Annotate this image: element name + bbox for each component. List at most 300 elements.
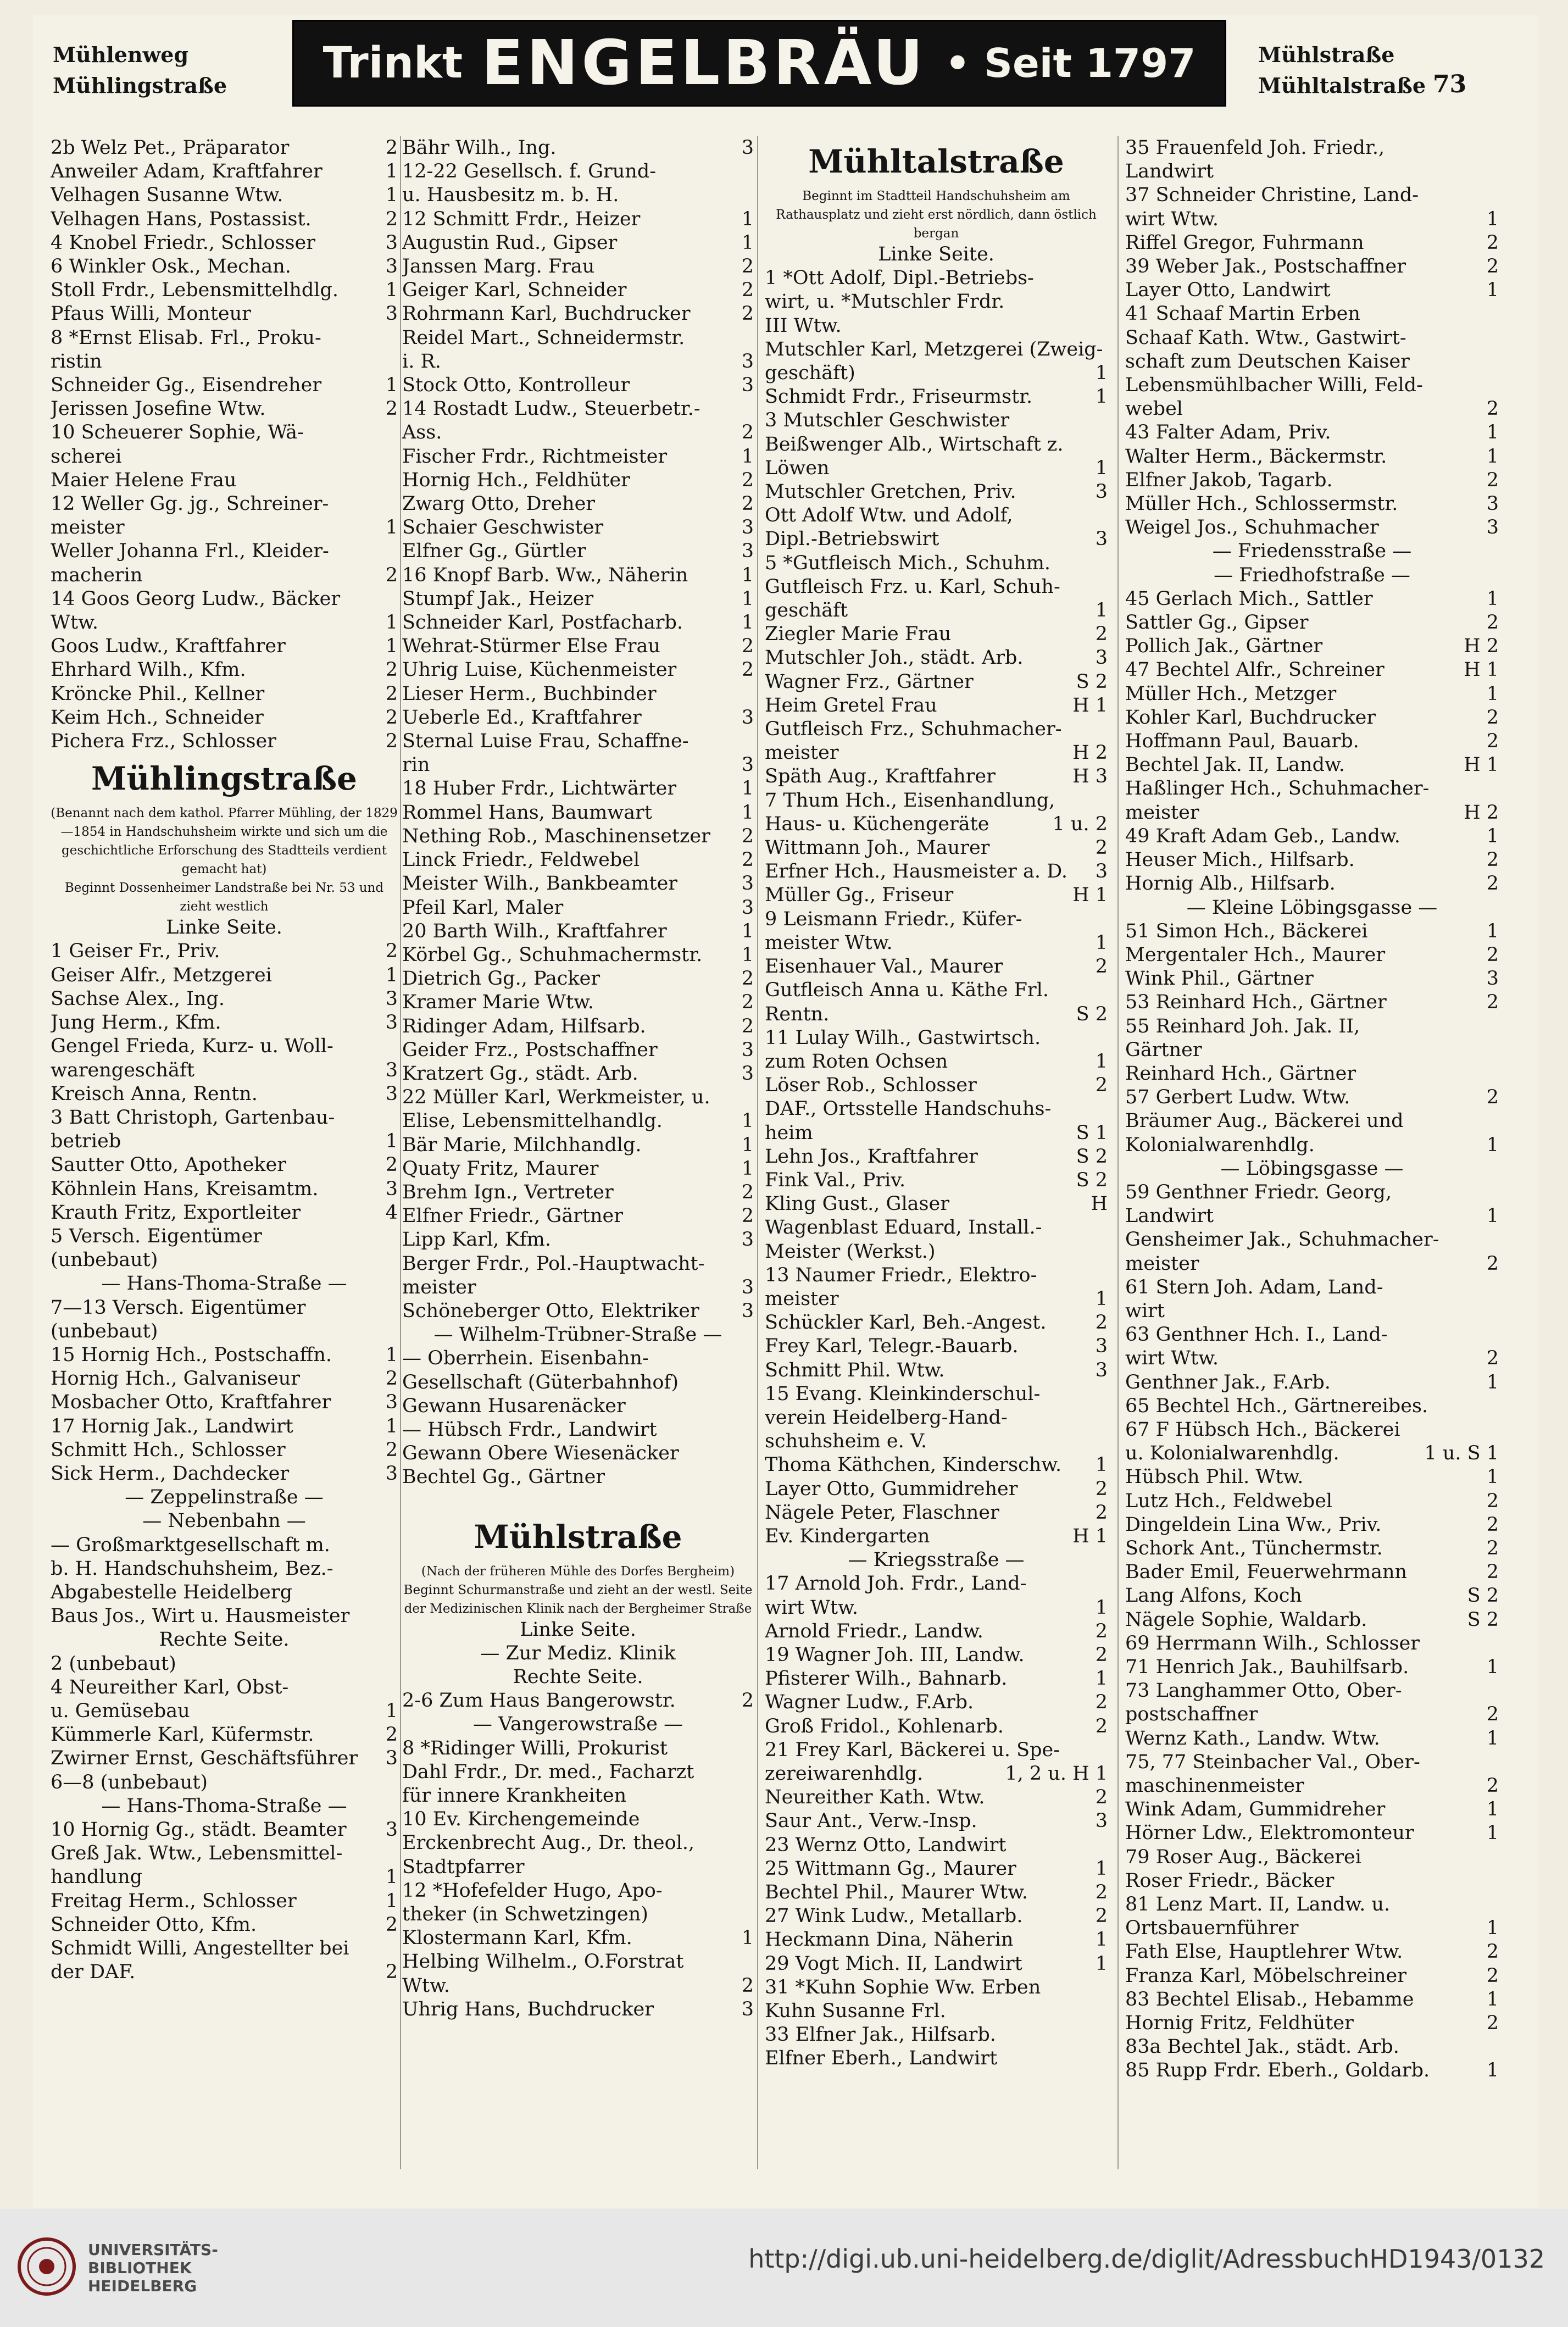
entry-text: heim — [765, 1121, 813, 1144]
entry-floor: 3 — [385, 1012, 398, 1034]
entry-text: Jerissen Josefine Wtw. — [51, 398, 266, 420]
directory-entry — [51, 940, 398, 963]
directory-entry — [51, 1604, 398, 1628]
street-heading: Mühlingstraße — [91, 760, 357, 798]
directory-entry — [51, 1747, 398, 1770]
directory-entry — [765, 741, 1108, 765]
entry-text: Helbing Wilhelm., O.Forstrat — [402, 1951, 684, 1973]
directory-entry — [51, 1320, 398, 1343]
entry-text: Roser Friedr., Bäcker — [1125, 1869, 1335, 1892]
entry-text: Gutfleisch Frz., Schuhmacher- — [765, 718, 1062, 741]
entry-floor: 3 — [385, 1178, 398, 1200]
entry-text: Stock Otto, Kontrolleur — [402, 374, 630, 397]
entry-text: 5 *Gutfleisch Mich., Schuhm. — [765, 552, 1051, 574]
entry-text: Gutfleisch Frz. u. Karl, Schuh- — [765, 575, 1060, 598]
entry-text: 17 Arnold Joh. Frdr., Land- — [765, 1573, 1027, 1595]
entry-text: Kuhn Susanne Frl. — [765, 2000, 946, 2023]
entry-floor: 1 — [741, 920, 754, 942]
entry-floor: 1 — [1095, 1596, 1108, 1619]
entry-text: Kröncke Phil., Kellner — [51, 682, 265, 705]
entry-text: Ueberle Ed., Kraftfahrer — [402, 706, 642, 729]
directory-entry — [402, 1134, 754, 1157]
directory-entry — [1125, 1109, 1499, 1133]
entry-text: 10 Ev. Kirchengemeinde — [402, 1808, 640, 1831]
directory-entry — [1125, 1442, 1499, 1465]
directory-entry — [402, 279, 754, 302]
directory-entry — [1125, 1465, 1499, 1489]
entry-floor: 1 — [385, 1890, 398, 1912]
section-label: — Löbingsgasse — — [1220, 1157, 1404, 1180]
directory-entry — [402, 1252, 754, 1276]
entry-text: Reinhard Hch., Gärtner — [1125, 1062, 1356, 1085]
entry-text: 12 Schmitt Frdr., Heizer — [402, 208, 641, 230]
university-seal-icon — [16, 2236, 77, 2297]
page-number: 73 — [1433, 70, 1467, 98]
directory-entry — [402, 350, 754, 374]
directory-entry — [1125, 730, 1499, 753]
directory-entry — [51, 540, 398, 563]
entry-text: Kreisch Anna, Rentn. — [51, 1082, 258, 1105]
entry-floor: 3 — [741, 374, 754, 397]
entry-text: Saur Ant., Verw.-Insp. — [765, 1810, 977, 1832]
directory-entry — [1125, 1608, 1499, 1632]
directory-entry — [51, 136, 398, 160]
entry-floor: 3 — [1486, 493, 1499, 515]
entry-floor: 1 — [385, 612, 398, 634]
entry-text: 85 Rupp Frdr. Eberh., Goldarb. — [1125, 2059, 1430, 2082]
entry-floor: 1 — [1095, 457, 1108, 479]
directory-entry — [402, 1086, 754, 1109]
directory-entry — [402, 991, 754, 1014]
entry-text: Pfeil Karl, Maler — [402, 896, 564, 919]
library-name-line: UNIVERSITÄTS- — [88, 2241, 218, 2259]
entry-floor: 2 — [1486, 1775, 1499, 1797]
entry-text: 13 Naumer Friedr., Elektro- — [765, 1264, 1037, 1286]
entry-floor: 2 — [741, 421, 754, 444]
directory-entry — [1125, 1323, 1499, 1347]
entry-text: Lutz Hch., Feldwebel — [1125, 1490, 1333, 1512]
entry-text: Köhnlein Hans, Kreisamtm. — [51, 1178, 319, 1200]
entry-floor: 1 — [1486, 1466, 1499, 1489]
directory-entry — [765, 599, 1108, 623]
directory-entry — [765, 266, 1108, 290]
entry-floor: 1 — [1486, 920, 1499, 942]
directory-entry — [51, 611, 398, 635]
entry-floor: 2 — [1095, 1643, 1108, 1666]
entry-text: Meister Wilh., Bankbeamter — [402, 873, 678, 895]
directory-entry — [765, 1430, 1108, 1453]
directory-entry — [51, 1035, 398, 1058]
entry-text: scherei — [51, 445, 122, 468]
entry-text: Frey Karl, Telegr.-Bauarb. — [765, 1335, 1019, 1358]
entry-floor: 2 — [1486, 1561, 1499, 1584]
directory-entry — [1125, 160, 1499, 184]
entry-text: i. R. — [402, 350, 441, 373]
entry-text: Groß Fridol., Kohlenarb. — [765, 1715, 1004, 1737]
section-label: Linke Seite. — [166, 917, 282, 939]
directory-entry — [51, 1961, 398, 1984]
directory-entry — [402, 326, 754, 350]
entry-floor: 2 — [1486, 2012, 1499, 2035]
directory-entry — [51, 1130, 398, 1153]
directory-entry — [1125, 753, 1499, 777]
directory-entry — [51, 1106, 398, 1130]
entry-floor: 2 — [1095, 956, 1108, 978]
directory-entry — [1125, 1015, 1499, 1038]
entry-floor: 1 — [741, 1110, 754, 1132]
section-label: — Friedhofstraße — — [1214, 564, 1410, 586]
entry-text: Körbel Gg., Schuhmachermstr. — [402, 943, 703, 966]
entry-floor: H 1 — [1072, 694, 1108, 717]
entry-text: Eisenhauer Val., Maurer — [765, 956, 1003, 978]
directory-entry — [765, 1596, 1108, 1620]
entry-floor: 1 — [741, 1157, 754, 1180]
directory-entry — [1125, 2059, 1499, 2082]
entry-text: 15 Evang. Kleinkinderschul- — [765, 1382, 1041, 1405]
entry-floor: 2 — [385, 940, 398, 963]
entry-floor: H 1 — [1464, 659, 1499, 681]
entry-floor: 2 — [385, 1439, 398, 1461]
directory-entry — [402, 1760, 754, 1784]
entry-floor: 3 — [385, 987, 398, 1010]
section-label: Linke Seite. — [520, 1618, 636, 1641]
directory-entry — [402, 469, 754, 492]
directory-entry — [402, 160, 754, 184]
directory-entry — [1125, 2012, 1499, 2035]
entry-text: Hornig Hch., Galvaniseur — [51, 1368, 300, 1390]
entry-text: Kümmerle Karl, Küfermstr. — [51, 1724, 314, 1746]
entry-floor: 2 — [385, 1913, 398, 1936]
entry-text: handlung — [51, 1866, 143, 1889]
header-right — [1258, 40, 1426, 101]
entry-text: Wagenblast Eduard, Install.- — [765, 1217, 1042, 1239]
entry-text: Walter Herm., Bäckermstr. — [1125, 445, 1387, 468]
entry-text: Elfner Friedr., Gärtner — [402, 1205, 624, 1228]
entry-floor: 2 — [1486, 1537, 1499, 1559]
directory-entry — [51, 635, 398, 658]
entry-text: 3 Batt Christoph, Gartenbau- — [51, 1106, 335, 1129]
entry-floor: 2 — [741, 659, 754, 681]
entry-text: Dingeldein Lina Ww., Priv. — [1125, 1513, 1382, 1536]
directory-entry — [765, 1287, 1108, 1311]
directory-entry — [51, 1225, 398, 1248]
entry-floor: 2 — [1095, 1881, 1108, 1904]
entry-text: Bechtel Phil., Maurer Wtw. — [765, 1881, 1028, 1904]
entry-floor: 3 — [385, 1059, 398, 1081]
directory-entry — [402, 1808, 754, 1831]
directory-entry — [765, 1216, 1108, 1240]
entry-text: 15 Hornig Hch., Postschaffn. — [51, 1343, 332, 1366]
directory-entry — [1125, 801, 1499, 825]
entry-text: 33 Elfner Jak., Hilfsarb. — [765, 2024, 996, 2046]
entry-text: Kling Gust., Glaser — [765, 1193, 949, 1215]
entry-floor: 2 — [1486, 1490, 1499, 1512]
entry-floor: 2 — [1486, 1703, 1499, 1726]
entry-text: — Hübsch Frdr., Landwirt — [402, 1418, 657, 1441]
directory-entry — [765, 1643, 1108, 1667]
entry-text: Landwirt — [1125, 160, 1214, 183]
entry-text: Layer Otto, Gummidreher — [765, 1478, 1018, 1500]
entry-text: 7 Thum Hch., Eisenhandlung, — [765, 789, 1055, 812]
entry-floor: 1 — [1095, 1050, 1108, 1073]
entry-text: Velhagen Hans, Postassist. — [51, 208, 312, 230]
entry-floor: 3 — [1486, 517, 1499, 539]
directory-entry — [402, 231, 754, 255]
directory-entry — [1125, 350, 1499, 374]
entry-text: Wagner Frz., Gärtner — [765, 670, 974, 693]
entry-text: Müller Hch., Schlossermstr. — [1125, 493, 1398, 515]
entry-floor: 2 — [1486, 730, 1499, 753]
entry-floor: 2 — [385, 659, 398, 681]
directory-entry — [765, 1881, 1108, 1904]
entry-text: zereiwarenhdlg. — [765, 1763, 924, 1785]
directory-entry — [765, 1525, 1108, 1548]
entry-text: Sick Herm., Dachdecker — [51, 1462, 290, 1485]
street-note: Beginnt Schurmanstraße und zieht an der westl. Seite der Medizinischen Klinik nach der Bergheimer Straße — [403, 1582, 753, 1616]
directory-entry — [765, 1074, 1108, 1097]
entry-floor: 1 — [1095, 1454, 1108, 1476]
entry-text: meister — [402, 1276, 476, 1298]
entry-text: Späth Aug., Kraftfahrer — [765, 765, 996, 788]
directory-entry — [402, 445, 754, 469]
entry-text: Wernz Kath., Landw. Wtw. — [1125, 1727, 1380, 1750]
entry-floor: H 2 — [1464, 801, 1499, 824]
header-right-street-2: Mühltalstraße — [1258, 73, 1426, 98]
street-note: (Benannt nach dem kathol. Pfarrer Mühling, der 1829—1854 in Handschuhsheim wirkte und sich um die geschichtliche Erforschung des Stadtteils verdient gemacht hat) — [51, 806, 398, 877]
entry-text: maschinenmeister — [1125, 1775, 1304, 1797]
directory-entry — [1125, 1252, 1499, 1276]
directory-entry — [1125, 231, 1499, 255]
entry-floor: 2 — [741, 1015, 754, 1037]
directory-entry — [402, 801, 754, 825]
entry-text: 35 Frauenfeld Joh. Friedr., — [1125, 137, 1385, 159]
section-label: Linke Seite. — [878, 243, 994, 265]
entry-floor: 2 — [741, 968, 754, 990]
library-name — [88, 2241, 218, 2295]
entry-floor: 1 — [741, 801, 754, 824]
entry-text: 83 Bechtel Elisab., Hebamme — [1125, 1988, 1414, 2011]
entry-text: 5 Versch. Eigentümer — [51, 1225, 262, 1247]
entry-floor: 1 — [1486, 1656, 1499, 1678]
entry-floor: 3 — [741, 754, 754, 776]
entry-text: 12 *Hofefelder Hugo, Apo- — [402, 1879, 663, 1902]
entry-floor: 2 — [1486, 398, 1499, 420]
entry-floor: 2 — [385, 1961, 398, 1984]
directory-entry — [51, 1723, 398, 1747]
directory-entry — [1125, 1395, 1499, 1418]
entry-floor: 1 — [1486, 825, 1499, 847]
entry-floor: 1 — [741, 612, 754, 634]
entry-text: 37 Schneider Christine, Land- — [1125, 184, 1419, 207]
entry-floor: 1 — [1095, 931, 1108, 954]
entry-text: 11 Lulay Wilh., Gastwirtsch. — [765, 1026, 1041, 1049]
directory-entry — [1125, 208, 1499, 231]
digitization-footer — [0, 2209, 1568, 2327]
entry-text: 65 Bechtel Hch., Gärtnereibes. — [1125, 1395, 1428, 1417]
entry-floor: 1 — [1095, 386, 1108, 408]
entry-text: Ev. Kindergarten — [765, 1525, 930, 1547]
entry-text: der DAF. — [51, 1961, 136, 1984]
entry-text: Pichera Frz., Schlosser — [51, 730, 276, 753]
entry-floor: 3 — [385, 231, 398, 254]
entry-text: Ortsbauernführer — [1125, 1917, 1299, 1940]
entry-floor: 1 — [741, 1134, 754, 1156]
directory-entry — [1125, 1774, 1499, 1798]
entry-text: wirt — [1125, 1299, 1165, 1322]
entry-text: Rohrmann Karl, Buchdrucker — [402, 303, 691, 325]
directory-entry — [51, 1367, 398, 1391]
directory-entry — [765, 1311, 1108, 1335]
entry-text: 4 Knobel Friedr., Schlosser — [51, 231, 315, 254]
directory-entry — [402, 208, 754, 231]
column-1 — [51, 136, 398, 1984]
directory-entry — [402, 564, 754, 587]
directory-entry — [402, 540, 754, 563]
directory-entry — [1125, 635, 1499, 658]
directory-entry — [765, 908, 1108, 931]
entry-text: 63 Genthner Hch. I., Land- — [1125, 1324, 1388, 1346]
header-right-street-1: Mühlstraße — [1258, 42, 1395, 67]
entry-text: Hoffmann Paul, Bauarb. — [1125, 730, 1359, 753]
entry-text: Janssen Marg. Frau — [402, 256, 595, 278]
directory-entry — [765, 504, 1108, 527]
entry-text: Jung Herm., Kfm. — [51, 1012, 221, 1034]
directory-entry — [765, 623, 1108, 646]
entry-text: Freitag Herm., Schlosser — [51, 1890, 297, 1912]
entry-floor: 2 — [385, 730, 398, 753]
directory-entry — [402, 1974, 754, 1998]
entry-text: Müller Hch., Metzger — [1125, 682, 1337, 705]
entry-floor: 1 — [385, 374, 398, 397]
header-left-street-1: Mühlenweg — [53, 42, 189, 67]
entry-floor: 1, 2 u. H 1 — [1005, 1763, 1108, 1785]
entry-text: Layer Otto, Landwirt — [1125, 279, 1331, 302]
directory-entry — [1125, 872, 1499, 896]
entry-text: macherin — [51, 564, 143, 586]
entry-text: Nägele Sophie, Waldarb. — [1125, 1608, 1367, 1631]
entry-floor: 1 — [1486, 1822, 1499, 1845]
entry-floor: 1 — [1486, 1917, 1499, 1940]
entry-text: 2-6 Zum Haus Bangerowstr. — [402, 1690, 676, 1712]
entry-floor: 1 — [1486, 1134, 1499, 1156]
entry-floor: 1 — [741, 777, 754, 800]
directory-entry — [51, 184, 398, 207]
directory-entry — [1125, 516, 1499, 540]
entry-floor: S 2 — [1467, 1608, 1499, 1631]
directory-entry — [765, 646, 1108, 670]
entry-text: 31 *Kuhn Sophie Ww. Erben — [765, 1976, 1041, 1998]
directory-entry — [1125, 184, 1499, 207]
directory-entry — [51, 987, 398, 1011]
directory-entry — [1125, 1988, 1499, 2012]
entry-floor: 1 — [1486, 682, 1499, 705]
entry-floor: 2 — [1486, 469, 1499, 491]
directory-entry — [51, 1771, 398, 1795]
entry-text: Bechtel Jak. II, Landw. — [1125, 754, 1345, 776]
directory-entry — [765, 362, 1108, 385]
directory-entry — [402, 896, 754, 920]
directory-entry — [765, 1026, 1108, 1050]
entry-text: Pollich Jak., Gärtner — [1125, 635, 1323, 658]
directory-entry — [765, 552, 1108, 575]
entry-floor: 2 — [385, 682, 398, 705]
directory-entry — [1125, 1347, 1499, 1370]
directory-entry — [51, 587, 398, 611]
entry-text: Landwirt — [1125, 1205, 1214, 1228]
entry-floor: 1 — [1486, 208, 1499, 230]
entry-floor: 3 — [741, 1998, 754, 2020]
entry-text: u. Kolonialwarenhdlg. — [1125, 1442, 1339, 1465]
directory-entry — [402, 967, 754, 991]
entry-floor: 1 — [385, 1130, 398, 1153]
entry-floor: S 2 — [1076, 1169, 1108, 1191]
entry-text: Baus Jos., Wirt u. Hausmeister — [51, 1605, 350, 1628]
entry-text: 19 Wagner Joh. III, Landw. — [765, 1643, 1025, 1666]
directory-entry — [1125, 374, 1499, 397]
entry-text: Quaty Fritz, Maurer — [402, 1157, 599, 1180]
directory-entry — [765, 409, 1108, 432]
entry-text: u. Hausbesitz m. b. H. — [402, 184, 619, 207]
directory-entry — [1125, 1869, 1499, 1893]
entry-text: 57 Gerbert Ludw. Wtw. — [1125, 1086, 1350, 1109]
entry-floor: 3 — [385, 256, 398, 278]
directory-entry — [402, 1371, 754, 1395]
street-heading: Mühlstraße — [474, 1518, 682, 1556]
entry-text: Wittmann Joh., Maurer — [765, 837, 990, 859]
directory-entry — [1125, 1299, 1499, 1323]
directory-entry — [51, 1818, 398, 1842]
directory-entry — [1125, 1490, 1499, 1513]
entry-floor: 3 — [385, 1819, 398, 1841]
entry-text: Schückler Karl, Beh.-Angest. — [765, 1312, 1047, 1334]
directory-entry — [1125, 920, 1499, 943]
directory-entry — [765, 1739, 1108, 1762]
entry-text: Lehn Jos., Kraftfahrer — [765, 1145, 978, 1168]
entry-floor: 3 — [1486, 968, 1499, 990]
section-label: — Zur Mediz. Klinik — [480, 1642, 676, 1664]
entry-text: Pfisterer Wilh., Bahnarb. — [765, 1668, 1008, 1690]
entry-text: 39 Weber Jak., Postschaffner — [1125, 256, 1406, 278]
street-note: Beginnt Dossenheimer Landstraße bei Nr. 53 und zieht westlich — [64, 881, 384, 914]
directory-entry — [1125, 1940, 1499, 1964]
directory-entry — [765, 1809, 1108, 1833]
entry-text: warengeschäft — [51, 1059, 194, 1081]
entry-text: 81 Lenz Mart. II, Landw. u. — [1125, 1893, 1391, 1916]
entry-text: Weigel Jos., Schuhmacher — [1125, 517, 1379, 539]
directory-entry — [402, 255, 754, 279]
entry-floor: 2 — [1486, 1252, 1499, 1275]
entry-floor: 3 — [1095, 1359, 1108, 1381]
entry-text: Ass. — [402, 421, 442, 444]
directory-entry — [1125, 1703, 1499, 1726]
entry-floor: 1 — [741, 445, 754, 468]
entry-floor: 2 — [1486, 1941, 1499, 1963]
entry-text: III Wtw. — [765, 314, 842, 337]
source-url-link[interactable]: http://digi.ub.uni-heidelberg.de/diglit/AdressbuchHD1943/0132 — [748, 2244, 1545, 2274]
directory-entry — [765, 1928, 1108, 1952]
directory-entry — [402, 753, 754, 777]
entry-floor: 2 — [741, 1974, 754, 1997]
entry-floor: 2 — [385, 1154, 398, 1176]
directory-entry — [51, 1059, 398, 1082]
directory-entry — [1125, 326, 1499, 350]
directory-entry — [765, 1478, 1108, 1501]
entry-floor: 1 — [741, 587, 754, 610]
entry-text: Stoll Frdr., Lebensmittelhdlg. — [51, 279, 338, 302]
entry-text: Haus- u. Küchengeräte — [765, 813, 989, 835]
directory-entry — [51, 492, 398, 516]
entry-text: meister — [51, 517, 125, 539]
